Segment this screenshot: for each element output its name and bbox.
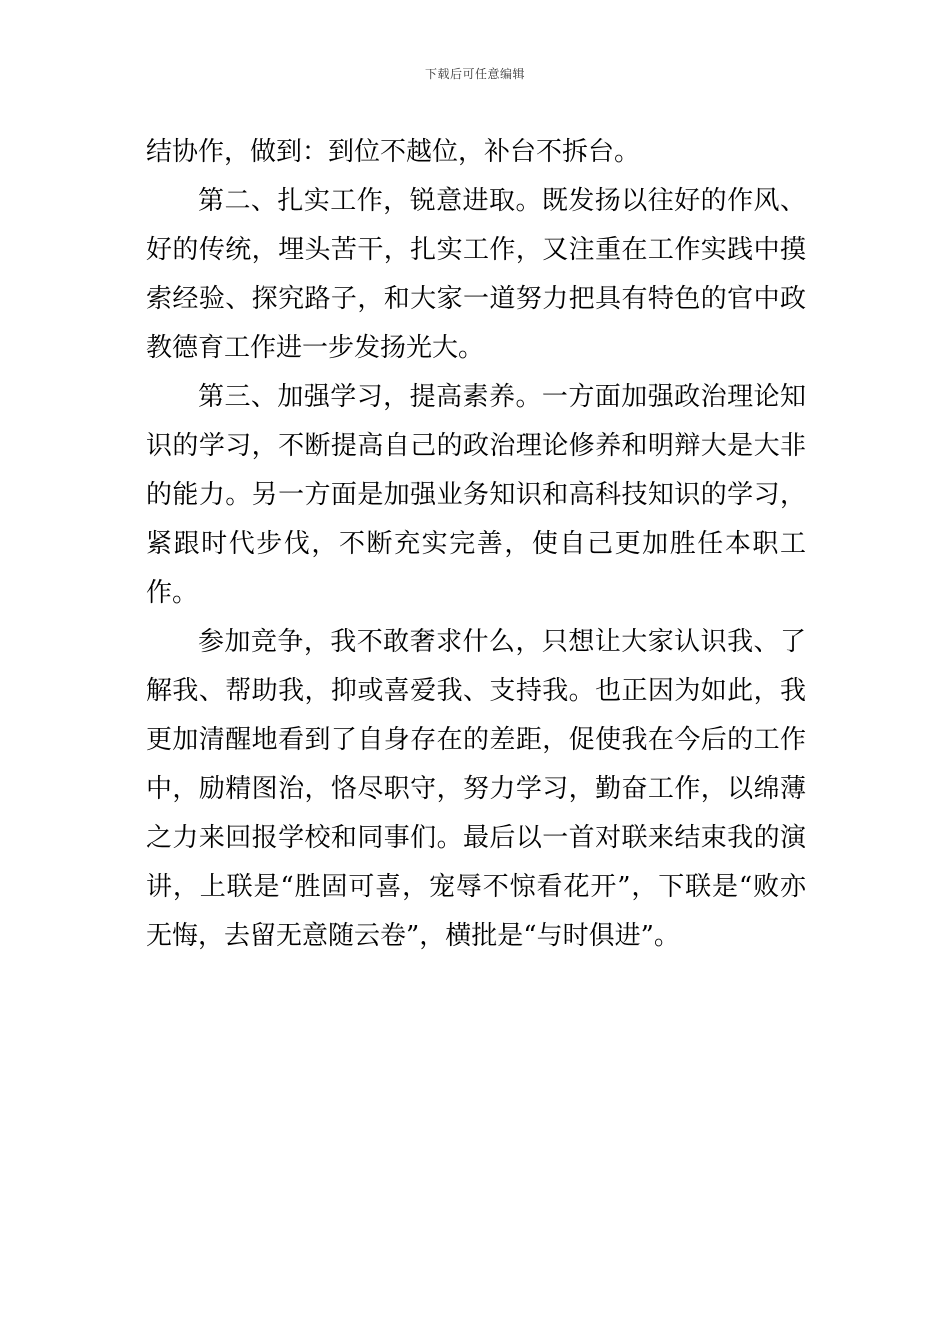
page-header: 下载后可任意编辑 [424,67,525,81]
document-body [146,128,806,961]
paragraph-third-point: 第三、加强学习，提高素养。一方面加强政治理论知识的学习，不断提高自己的政治理论修养和明辩大是大非的能力。另一方面是加强业务知识和高科技知识的学习，紧跟时代步伐，不断充实完善，使自己更加胜任本职工作。 [146,382,806,608]
paragraph-continuation: 结协作，做到：到位不越位，补台不拆台。 [146,137,641,167]
paragraph-closing: 参加竞争，我不敢奢求什么，只想让大家认识我、了解我、帮助我，抑或喜爱我、支持我。也正因为如此，我更加清醒地看到了自身存在的差距，促使我在今后的工作中，励精图治，恪尽职守，努力学习，勤奋工作，以绵薄之力来回报学校和同事们。最后以一首对联来结束我的演讲，上联是“胜固可喜，宠辱不惊看花开”，下联是“败亦无悔，去留无意随云卷”，横批是“与时俱进”。 [146,627,806,951]
paragraph-second-point: 第二、扎实工作，锐意进取。既发扬以往好的作风、好的传统，埋头苦干，扎实工作，又注重在工作实践中摸索经验、探究路子，和大家一道努力把具有特色的官中政教德育工作进一步发扬光大。 [146,186,806,363]
